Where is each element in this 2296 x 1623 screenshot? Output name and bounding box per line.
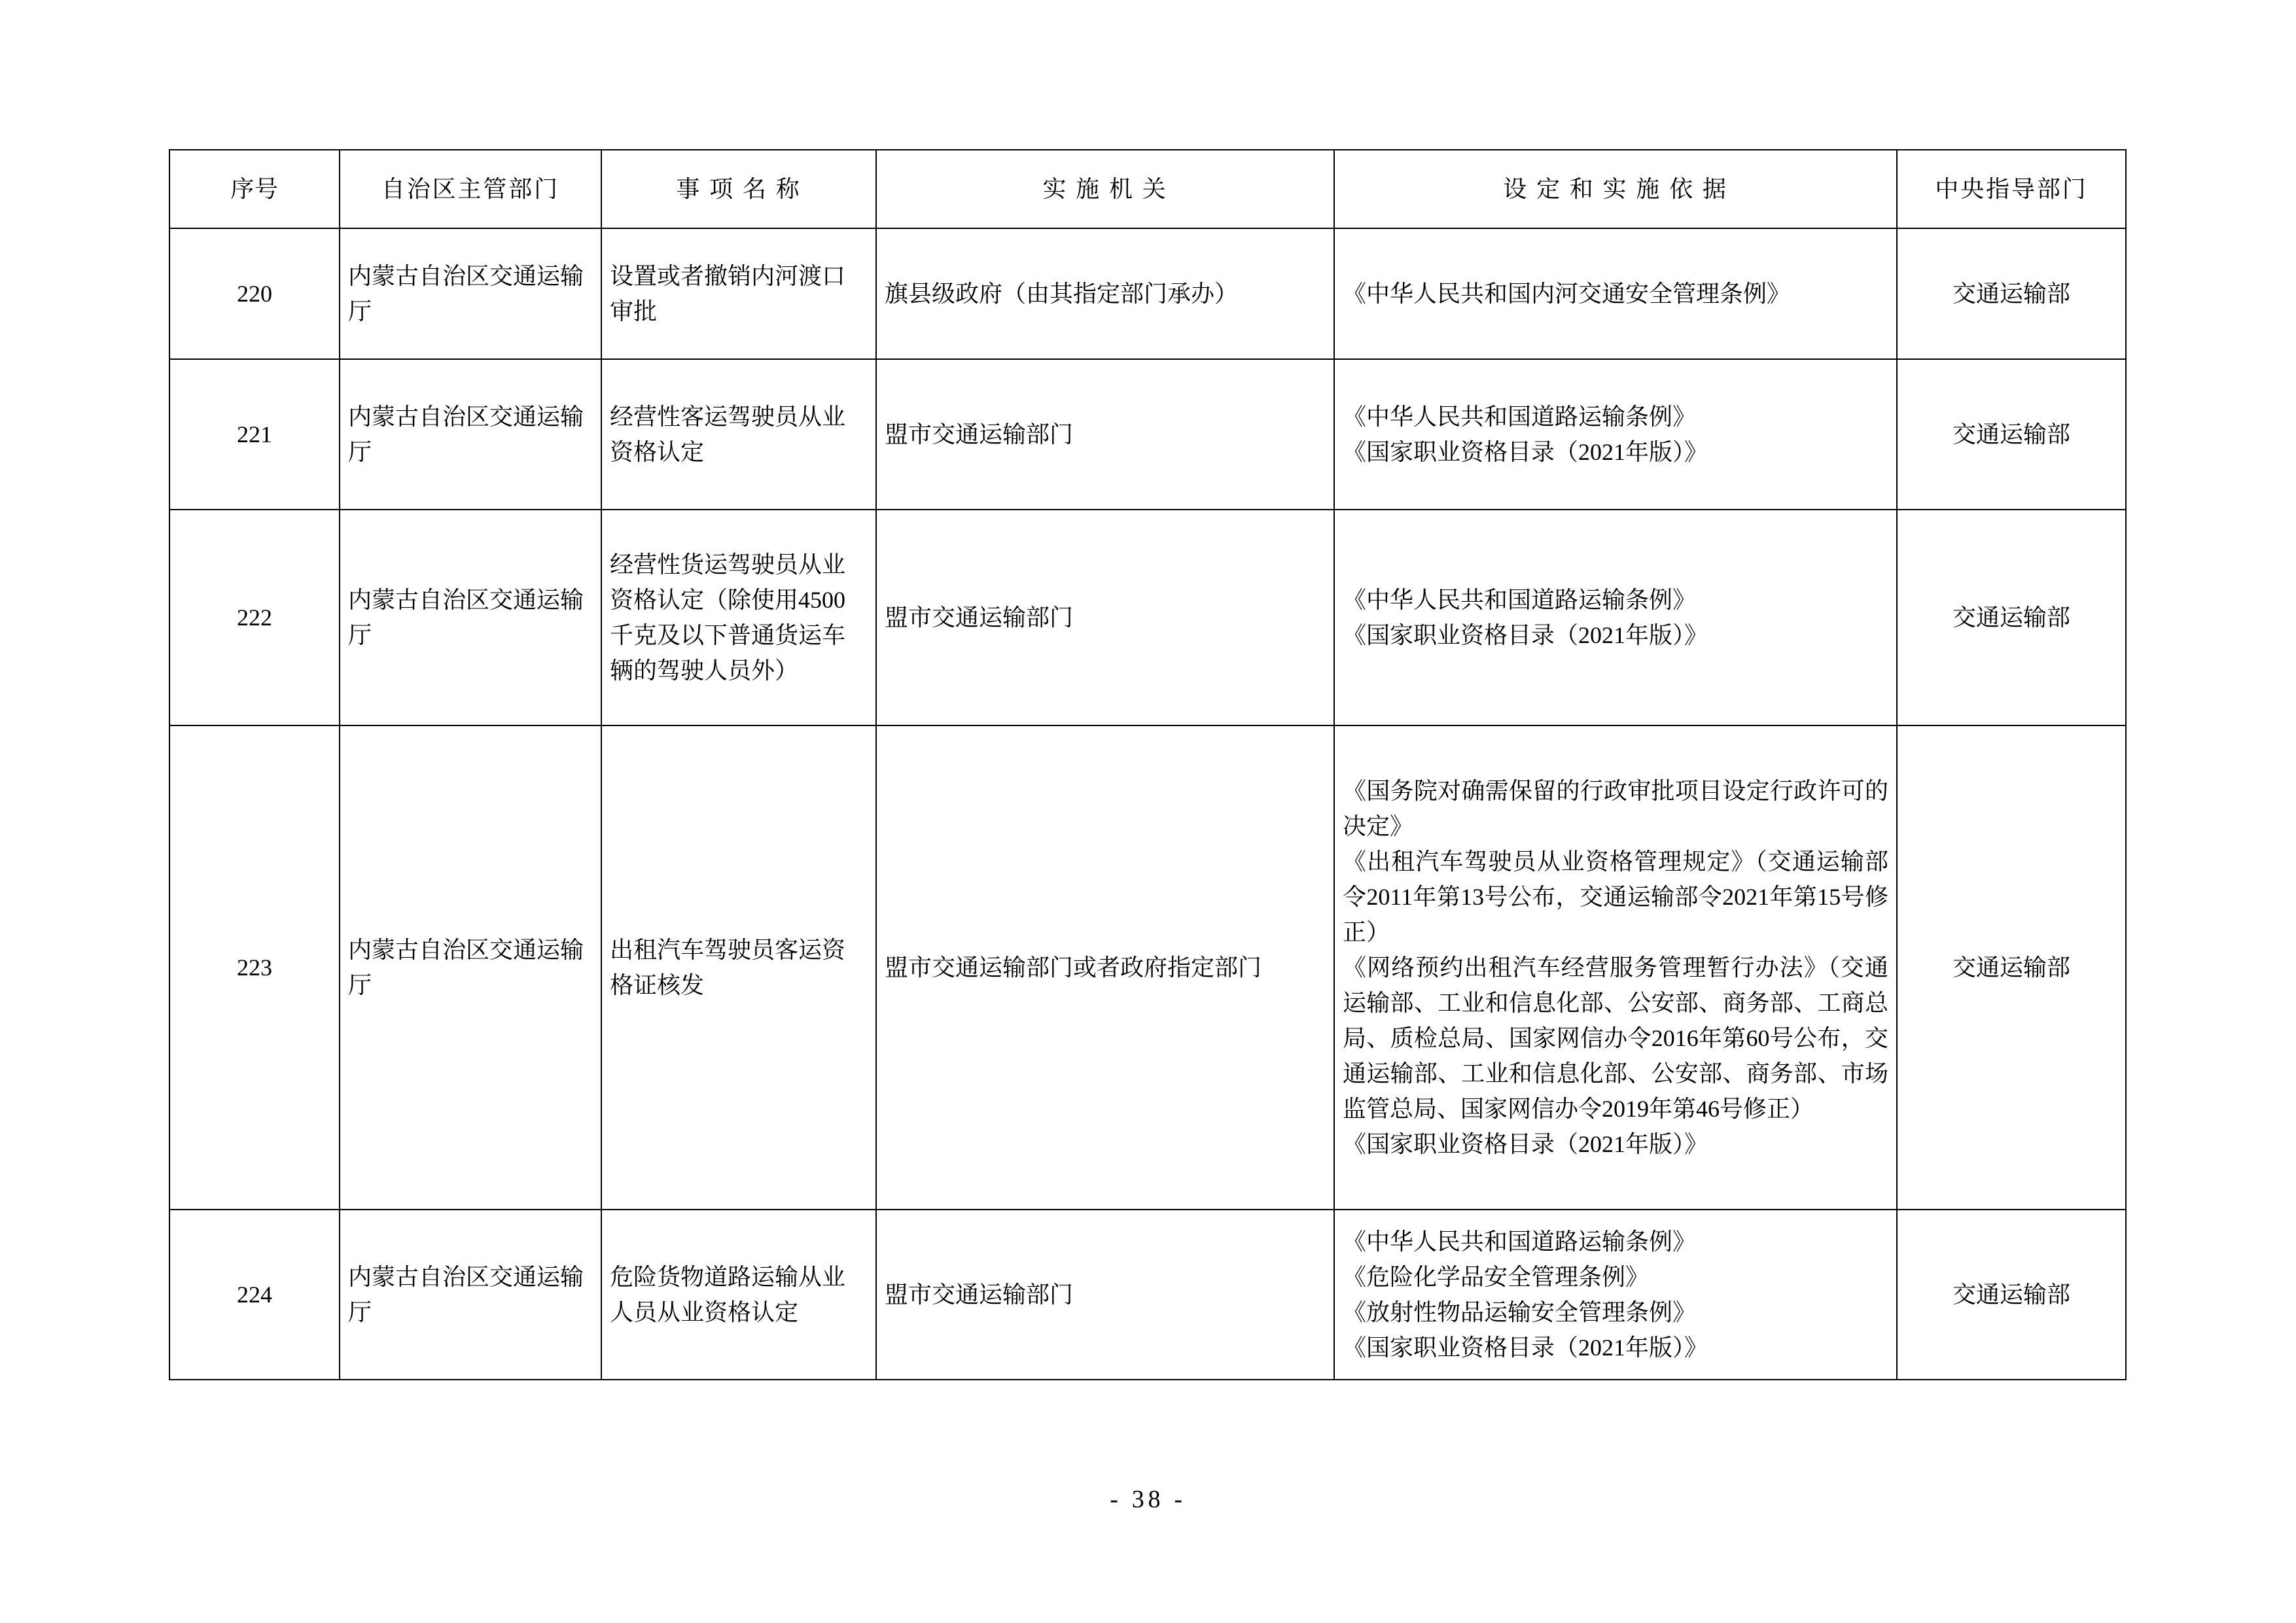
column-header-basis: 设 定 和 实 施 依 据	[1334, 150, 1897, 228]
table-row	[169, 510, 2126, 725]
cell-dept: 内蒙古自治区交通运输厅	[340, 359, 601, 510]
basis-line: 《网络预约出租汽车经营服务管理暂行办法》（交通运输部、工业和信息化部、公安部、商务部、工商总局、质检总局、国家网信办令2016年第60号公布，交通运输部、工业和信息化部、公安部、商务部、市场监管总局、国家网信办令2019年第46号修正）	[1343, 954, 1888, 1122]
table-row	[169, 725, 2126, 1210]
cell-dept: 内蒙古自治区交通运输厅	[340, 725, 601, 1210]
cell-central: 交通运输部	[1897, 725, 2126, 1210]
cell-item: 经营性货运驾驶员从业资格认定（除使用4500千克及以下普通货运车辆的驾驶人员外）	[601, 510, 876, 725]
page-number: - 38 -	[1110, 1486, 1186, 1513]
basis-line: 《国家职业资格目录（2021年版）》	[1343, 439, 1708, 465]
basis-line: 《放射性物品运输安全管理条例》	[1343, 1299, 1697, 1325]
basis-line: 《中华人民共和国道路运输条例》	[1343, 587, 1697, 613]
column-header-central: 中央指导部门	[1897, 150, 2126, 228]
cell-org: 盟市交通运输部门或者政府指定部门	[876, 725, 1334, 1210]
basis-line: 《危险化学品安全管理条例》	[1343, 1264, 1650, 1290]
cell-basis	[1334, 1210, 1897, 1380]
cell-seq: 224	[169, 1210, 340, 1380]
cell-central: 交通运输部	[1897, 510, 2126, 725]
cell-basis	[1334, 359, 1897, 510]
table-row	[169, 228, 2126, 359]
cell-item: 出租汽车驾驶员客运资格证核发	[601, 725, 876, 1210]
cell-dept: 内蒙古自治区交通运输厅	[340, 1210, 601, 1380]
cell-item: 危险货物道路运输从业人员从业资格认定	[601, 1210, 876, 1380]
basis-line: 《中华人民共和国道路运输条例》	[1343, 404, 1697, 430]
table-header-row	[169, 150, 2126, 228]
basis-line: 《中华人民共和国道路运输条例》	[1343, 1229, 1697, 1255]
cell-central: 交通运输部	[1897, 359, 2126, 510]
administrative-items-table	[169, 149, 2125, 1380]
cell-item: 经营性客运驾驶员从业资格认定	[601, 359, 876, 510]
column-header-item: 事 项 名 称	[601, 150, 876, 228]
cell-org: 盟市交通运输部门	[876, 510, 1334, 725]
cell-seq: 220	[169, 228, 340, 359]
basis-line: 《中华人民共和国内河交通安全管理条例》	[1343, 281, 1791, 307]
basis-line: 《国家职业资格目录（2021年版）》	[1343, 1131, 1708, 1157]
table-row	[169, 1210, 2126, 1380]
cell-central: 交通运输部	[1897, 1210, 2126, 1380]
cell-seq: 223	[169, 725, 340, 1210]
cell-org: 旗县级政府（由其指定部门承办）	[876, 228, 1334, 359]
basis-line: 《出租汽车驾驶员从业资格管理规定》（交通运输部令2011年第13号公布，交通运输部令2021年第15号修正）	[1343, 848, 1888, 945]
column-header-seq: 序号	[169, 150, 340, 228]
basis-line: 《国务院对确需保留的行政审批项目设定行政许可的决定》	[1343, 778, 1888, 839]
cell-basis	[1334, 725, 1897, 1210]
cell-seq: 221	[169, 359, 340, 510]
cell-item: 设置或者撤销内河渡口审批	[601, 228, 876, 359]
cell-seq: 222	[169, 510, 340, 725]
cell-central: 交通运输部	[1897, 228, 2126, 359]
cell-basis	[1334, 510, 1897, 725]
cell-basis	[1334, 228, 1897, 359]
cell-org: 盟市交通运输部门	[876, 1210, 1334, 1380]
cell-org: 盟市交通运输部门	[876, 359, 1334, 510]
table-row	[169, 359, 2126, 510]
cell-dept: 内蒙古自治区交通运输厅	[340, 228, 601, 359]
column-header-org: 实 施 机 关	[876, 150, 1334, 228]
basis-line: 《国家职业资格目录（2021年版）》	[1343, 1335, 1708, 1361]
cell-dept: 内蒙古自治区交通运输厅	[340, 510, 601, 725]
basis-line: 《国家职业资格目录（2021年版）》	[1343, 622, 1708, 648]
column-header-dept: 自治区主管部门	[340, 150, 601, 228]
